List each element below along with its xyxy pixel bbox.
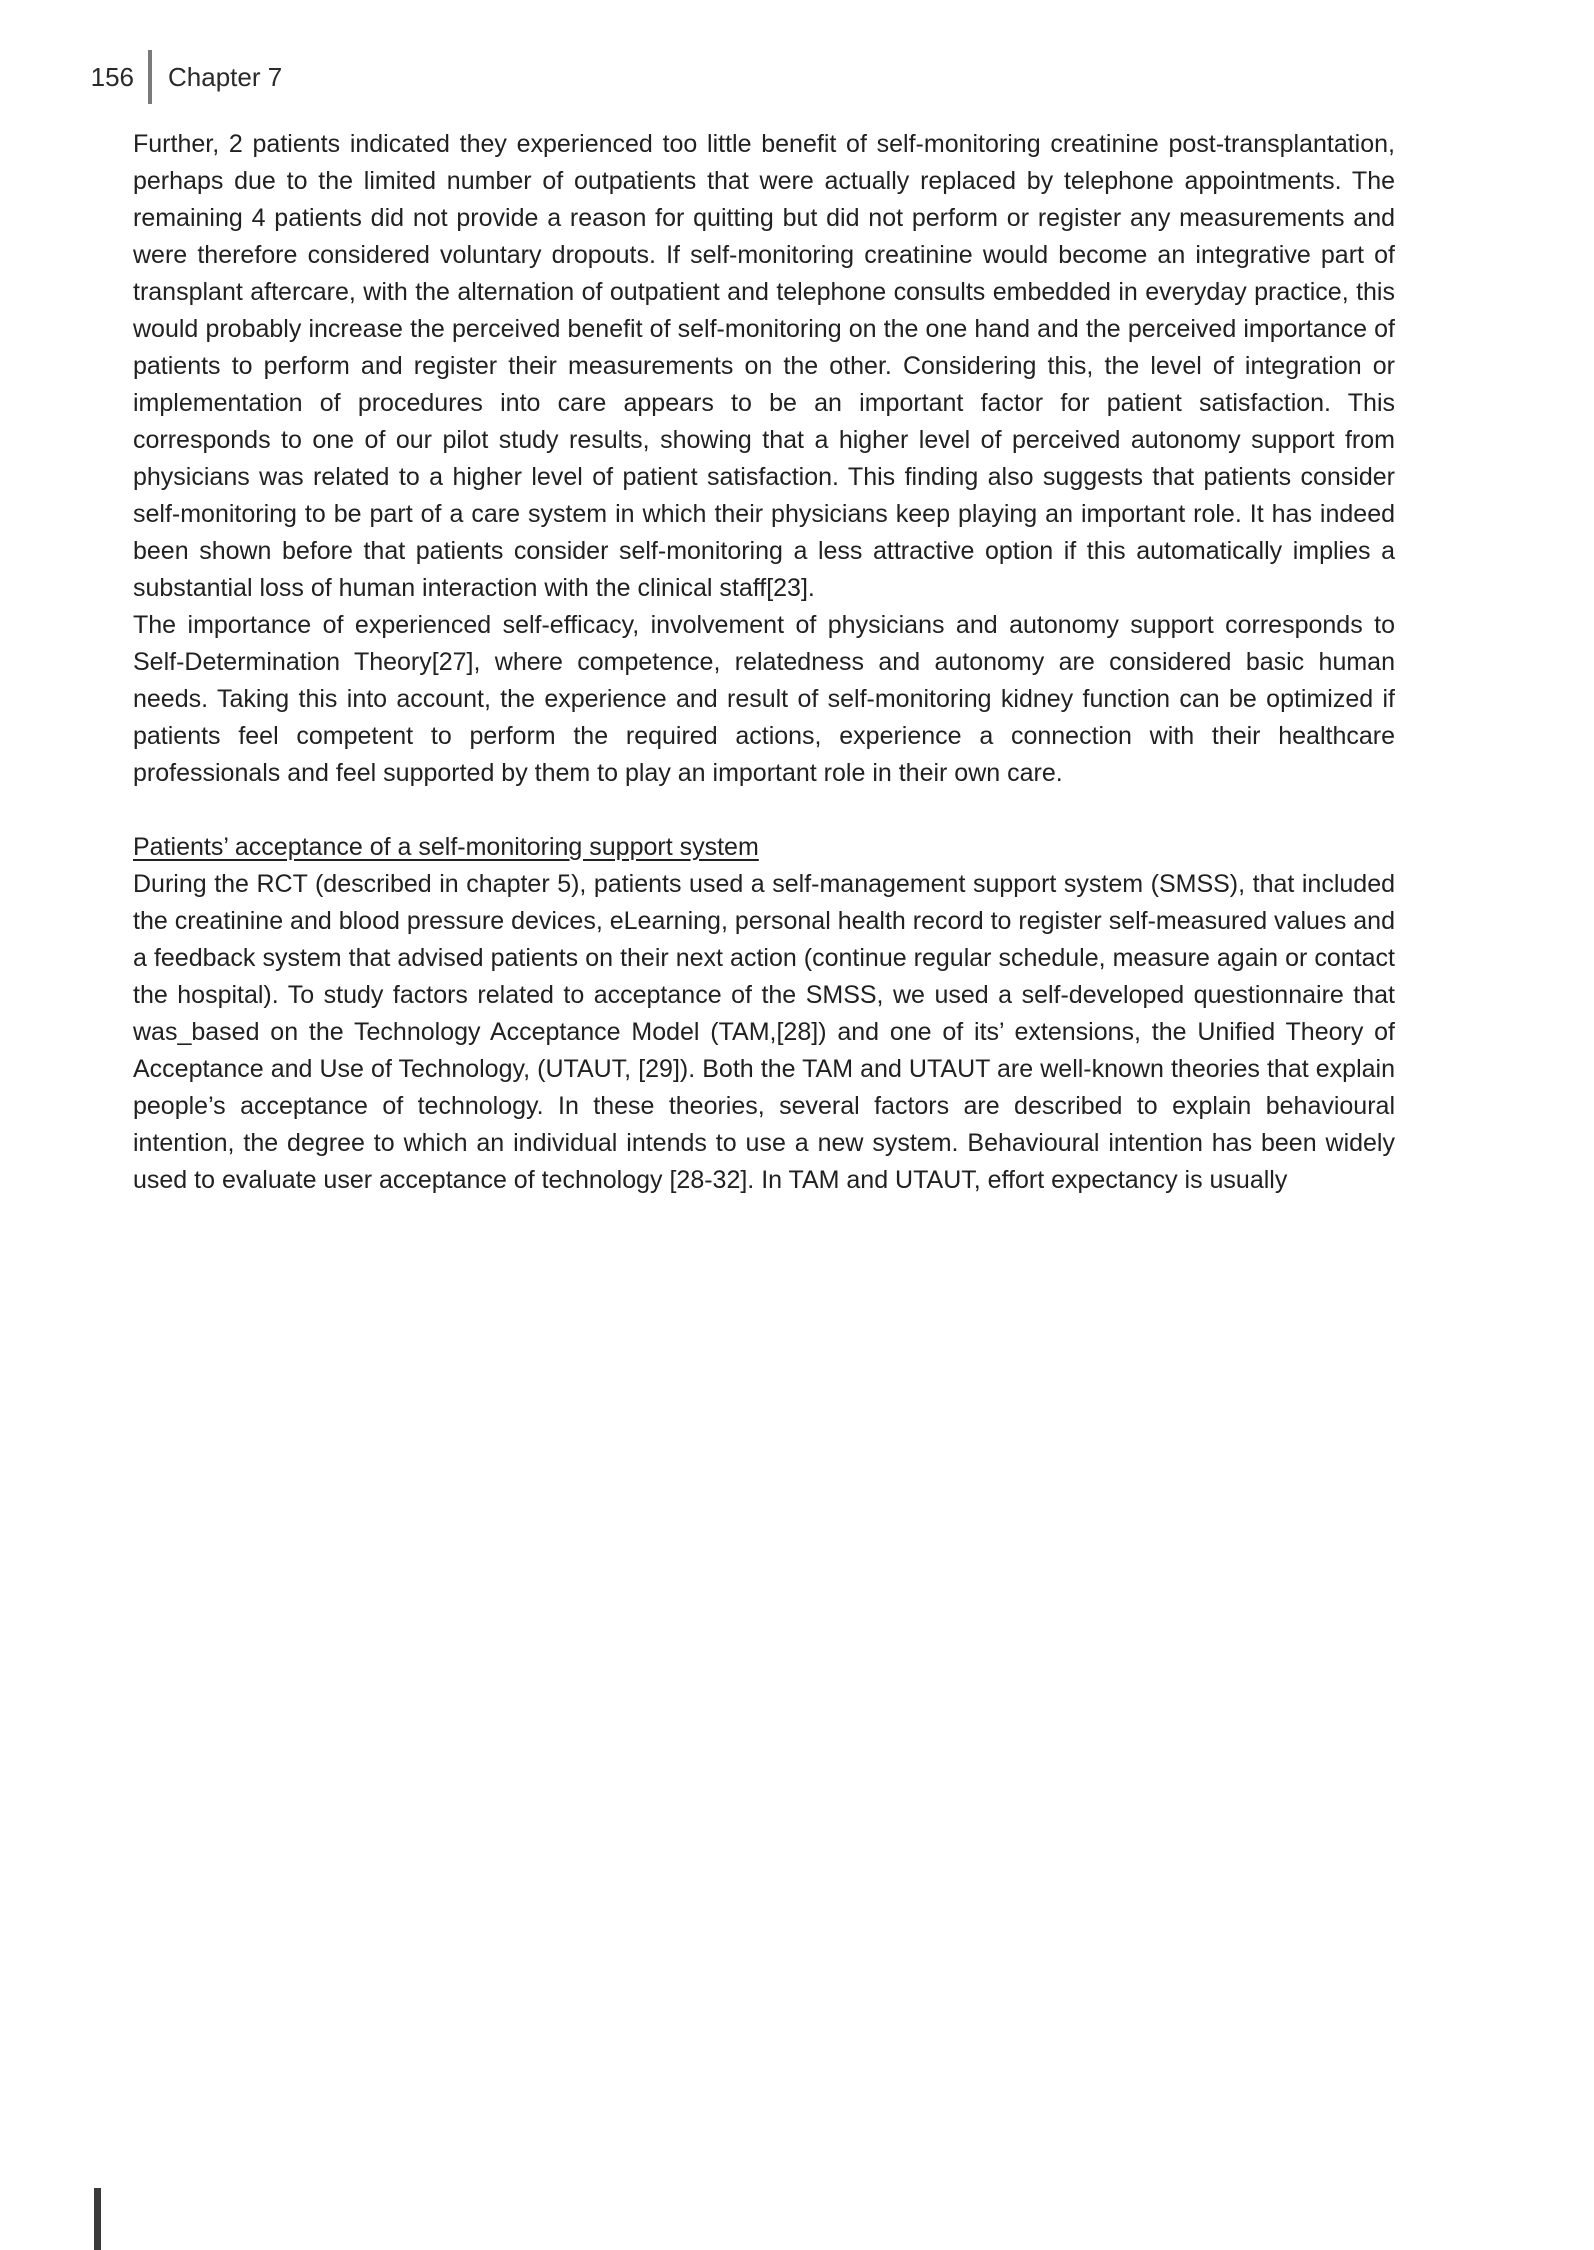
- paragraph-smss-acceptance: During the RCT (described in chapter 5), patients used a self-management support system (SMSS), that included the creatinine and blood pressure devices, eLearning, personal health record to register self-measured values and a feedback system that advised patients on their next action (continue regular schedule, measure again or contact the hospital). To study factors related to acceptance of the SMSS, we used a self-developed questionnaire that was_based on the Technology Acceptance Model (TAM,[28]) and one of its’ extensions, the Unified Theory of Acceptance and Use of Technology, (UTAUT, [29]). Both the TAM and UTAUT are well-known theories that explain people’s acceptance of technology. In these theories, several factors are described to explain behavioural intention, the degree to which an individual intends to use a new system. Behavioural intention has been widely used to evaluate user acceptance of technology [28-32]. In TAM and UTAUT, effort expectancy is usually: [133, 870, 1395, 1194]
- chapter-title: Chapter 7: [168, 61, 283, 92]
- section-heading-acceptance: Patients’ acceptance of a self-monitoring support system: [133, 833, 759, 861]
- paragraph-self-determination-theory: The importance of experienced self-efficacy, involvement of physicians and autonomy support corresponds to Self-Determination Theory[27], where competence, relatedness and autonomy are considered basic human needs. Taking this into account, the experience and result of self-monitoring kidney function can be optimized if patients feel competent to perform the required actions, experience a connection with their healthcare professionals and feel supported by them to play an important role in their own care.: [133, 611, 1395, 787]
- chapter-edge-tab: [94, 2188, 101, 2250]
- page-number: 156: [90, 61, 134, 92]
- page-body: [133, 126, 1395, 1199]
- header-divider: [148, 50, 152, 104]
- page-header: [88, 50, 282, 104]
- paragraph-discussion-dropouts: Further, 2 patients indicated they experienced too little benefit of self-monitoring creatinine post-transplantation, perhaps due to the limited number of outpatients that were actually replaced by telephone appointments. The remaining 4 patients did not provide a reason for quitting but did not perform or register any measurements and were therefore considered voluntary dropouts. If self-monitoring creatinine would become an integrative part of transplant aftercare, with the alternation of outpatient and telephone consults embedded in everyday practice, this would probably increase the perceived benefit of self-monitoring on the one hand and the perceived importance of patients to perform and register their measurements on the other. Considering this, the level of integration or implementation of procedures into care appears to be an important factor for patient satisfaction. This corresponds to one of our pilot study results, showing that a higher level of perceived autonomy support from physicians was related to a higher level of patient satisfaction. This finding also suggests that patients consider self-monitoring to be part of a care system in which their physicians keep playing an important role. It has indeed been shown before that patients consider self-monitoring a less attractive option if this automatically implies a substantial loss of human interaction with the clinical staff[23].: [133, 130, 1395, 602]
